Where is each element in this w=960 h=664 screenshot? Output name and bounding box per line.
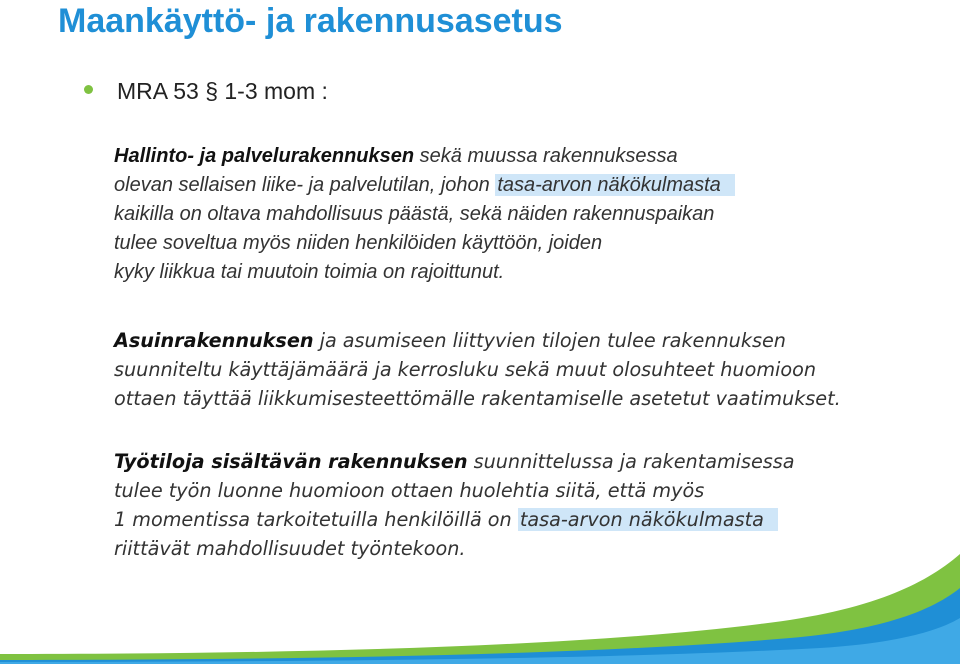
bullet-item [84, 78, 328, 105]
p1-line-3: kaikilla on oltava mahdollisuus päästä, sekä näiden rakennuspaikan [114, 203, 715, 225]
p1-line-2 [114, 171, 735, 200]
p1-text-1: sekä muussa rakennuksessa [414, 145, 678, 167]
decorative-wave-footer [0, 554, 960, 664]
p1-bold: Hallinto- ja palvelurakennuksen [114, 145, 415, 167]
p2-bold: Asuinrakennuksen [114, 329, 314, 352]
paragraph-tyotila [114, 447, 795, 563]
p3-line-3 [114, 505, 795, 534]
p2-line-3: ottaen täyttää liikkumisesteettömälle rakentamiselle asetetut vaatimukset. [114, 387, 841, 410]
p1-text-2: olevan sellaisen liike- ja palvelutilan, johon [114, 174, 496, 196]
p3-highlight: tasa-arvon näkökulmasta [518, 508, 778, 531]
p1-line-4: tulee soveltua myös niiden henkilöiden käyttöön, joiden [114, 232, 603, 254]
p2-text-1: ja asumiseen liittyvien tilojen tulee rakennuksen [313, 329, 786, 352]
p3-line-1 [114, 447, 795, 476]
page-title: Maankäyttö- ja rakennusasetus [58, 2, 563, 40]
p3-line-4: riittävät mahdollisuudet työntekoon. [114, 537, 466, 560]
p3-bold: Työtiloja sisältävän rakennuksen [114, 450, 468, 473]
p1-highlight: tasa-arvon näkökulmasta [495, 174, 734, 196]
p3-text-3: 1 momentissa tarkoitetuilla henkilöillä on [114, 508, 518, 531]
bullet-dot-icon [84, 85, 93, 94]
p3-text-1: suunnittelussa ja rakentamisessa [467, 450, 795, 473]
paragraph-hallinto [114, 142, 735, 287]
p3-line-2: tulee työn luonne huomioon ottaen huolehtia siitä, että myös [114, 479, 705, 502]
paragraph-asuin [114, 326, 841, 413]
p1-line-1 [114, 142, 735, 171]
p2-line-1 [114, 326, 841, 355]
p1-line-5: kyky liikkua tai muutoin toimia on rajoittunut. [114, 261, 505, 283]
bullet-text: MRA 53 § 1-3 mom : [117, 78, 328, 104]
p2-line-2: suunniteltu käyttäjämäärä ja kerrosluku sekä muut olosuhteet huomioon [114, 358, 816, 381]
